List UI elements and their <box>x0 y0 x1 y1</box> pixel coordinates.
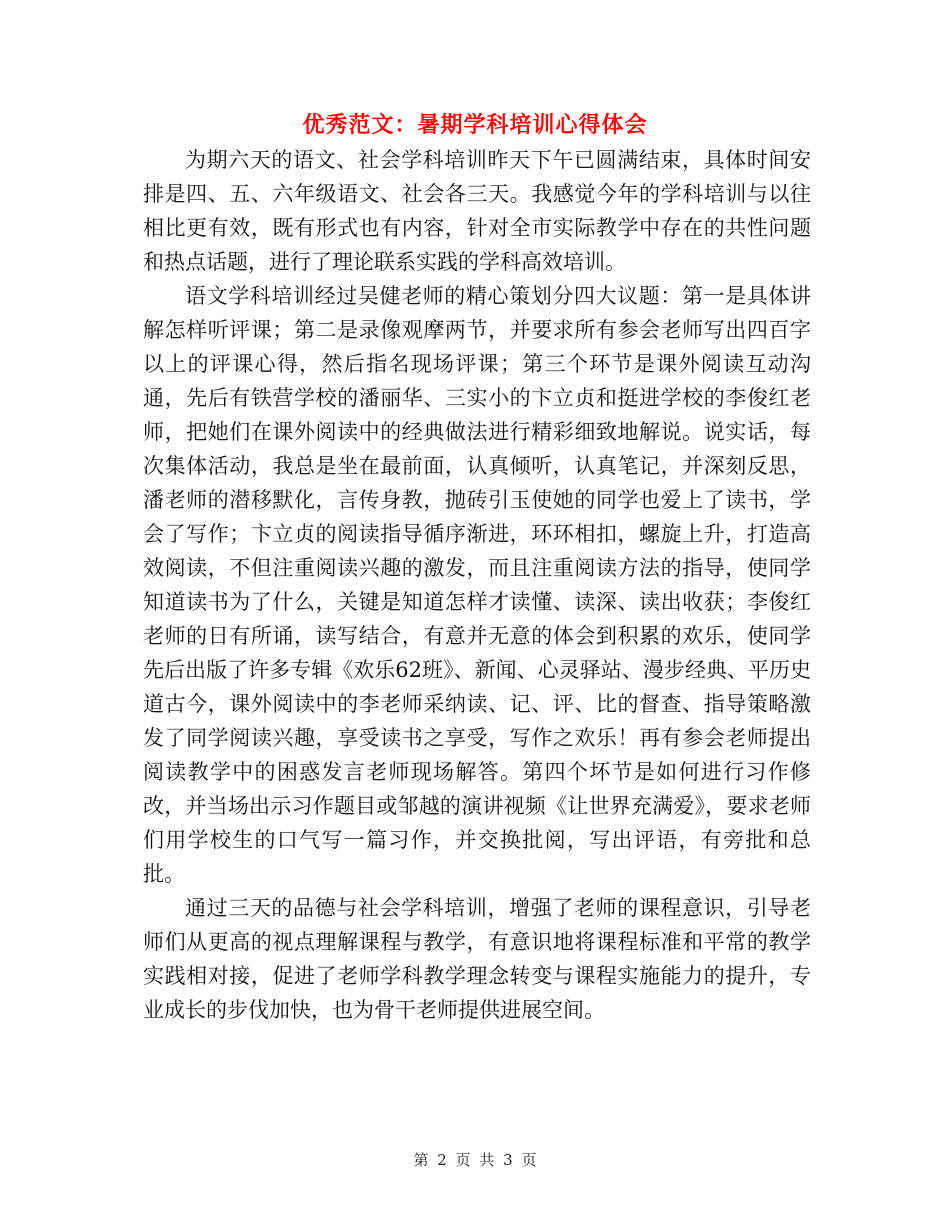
paragraph-3: 通过三天的品德与社会学科培训，增强了老师的课程意识，引导老师们从更高的视点理解课程与教学，有意识地将课程标准和平常的教学实践相对接，促进了老师学科教学理念转变与课程实施能力的提升，专业成长的步伐加快，也为骨干老师提供进展空间。 <box>143 896 811 1022</box>
document-body <box>143 143 811 1027</box>
page-footer: 第 2 页 共 3 页 <box>413 1151 537 1169</box>
document-title: 优秀范文：暑期学科培训心得体会 <box>302 113 648 138</box>
paragraph-2: 语文学科培训经过吴健老师的精心策划分四大议题：第一是具体讲解怎样听评课；第二是录像观摩两节，并要求所有参会老师写出四百字以上的评课心得，然后指名现场评课；第三个环节是课外阅读互动沟通，先后有铁营学校的潘丽华、三实小的卞立贞和挺进学校的李俊红老师，把她们在课外阅读中的经典做法进行精彩细致地解说。说实话，每次集体活动，我总是坐在最前面，认真倾听，认真笔记，并深刻反思，潘老师的潜移默化，言传身教，抛砖引玉使她的同学也爱上了读书，学会了写作；卞立贞的阅读指导循序渐进，环环相扣，螺旋上升，打造高效阅读，不但注重阅读兴趣的激发，而且注重阅读方法的指导，使同学知道读书为了什么，关键是知道怎样才读懂、读深、读出收获；李俊红老师的日有所诵，读写结合，有意并无意的体会到积累的欢乐，使同学先后出版了许多专辑《欢乐62班》、新闻、心灵驿站、漫步经典、平历史道古今，课外阅读中的李老师采纳读、记、评、比的督查、指导策略激发了同学阅读兴趣，享受读书之享受，写作之欢乐！再有参会老师提出阅读教学中的困惑发言老师现场解答。第四个坏节是如何进行习作修改，并当场出示习作题目或邹越的演讲视频《让世界充满爱》，要求老师们用学校生的口气写一篇习作，并交换批阅，写出评语，有旁批和总批。 <box>143 284 811 886</box>
paragraph-1: 为期六天的语文、社会学科培训昨天下午已圆满结束，具体时间安排是四、五、六年级语文、社会各三天。我感觉今年的学科培训与以往相比更有效，既有形式也有内容，针对全市实际教学中存在的共性问题和热点话题，进行了理论联系实践的学科高效培训。 <box>143 148 811 274</box>
